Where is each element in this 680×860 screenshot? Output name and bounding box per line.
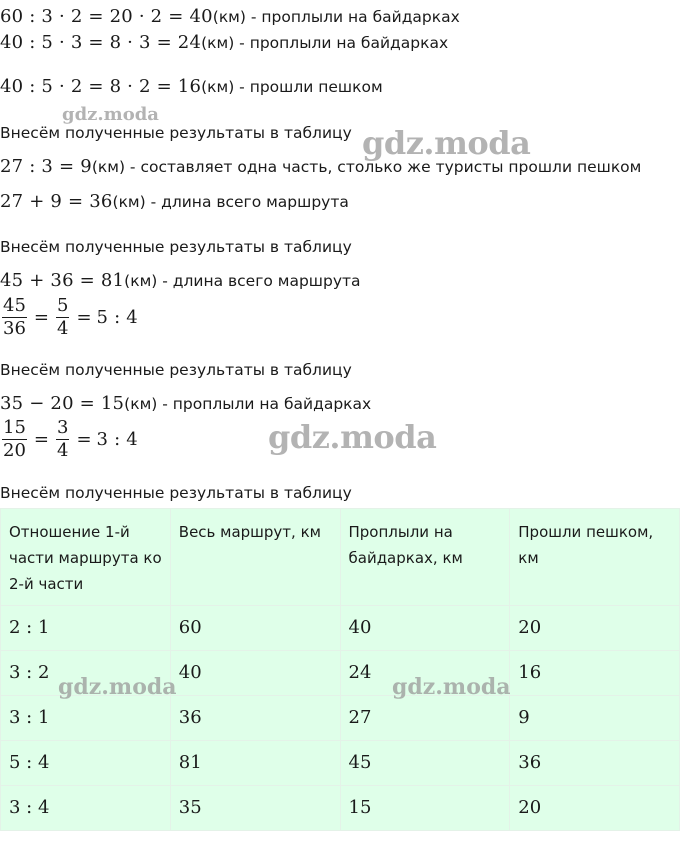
line-text: Внесём полученные результаты в таблицу [0,484,352,502]
line-text: (км) - составляет одна часть, столько же туристы прошли пешком [91,158,642,176]
denominator: 4 [57,440,69,461]
cell-ratio: 3 : 2 [1,651,171,696]
denominator: 20 [3,440,26,461]
header-walk: Прошли пешком, км [510,509,680,606]
line-text: (км) - длина всего маршрута [112,193,349,211]
cell-walk: 16 [510,651,680,696]
fraction-b [56,418,69,461]
table-header-row [1,509,680,606]
line-text: (км) - проплыли на байдарках [124,395,372,413]
cell-total: 35 [170,786,340,831]
denominator: 36 [3,318,26,339]
cell-walk: 36 [510,741,680,786]
table-note-1 [0,122,352,144]
cell-total: 40 [170,651,340,696]
solution-line-1 [0,6,460,28]
line-text: (км) - прошли пешком [201,78,383,96]
solution-line-5 [0,191,349,213]
equals-sign: = [33,307,49,328]
cell-ratio: 3 : 4 [1,786,171,831]
fraction-equation-2 [0,418,138,461]
results-table [0,508,680,831]
solution-line-2 [0,32,448,54]
fraction-a [2,418,27,461]
cell-walk: 20 [510,786,680,831]
equals-sign: = [76,429,92,450]
math-expression: 45 + 36 = 81 [0,270,125,291]
solution-line-3 [0,76,383,98]
math-expression: 40 : 5 · 2 = 8 · 2 = 16 [0,76,202,97]
math-expression: 60 : 3 · 2 = 20 · 2 = 40 [0,6,213,27]
cell-ratio: 3 : 1 [1,696,171,741]
cell-total: 60 [170,606,340,651]
table-note-3 [0,359,352,381]
cell-walk: 9 [510,696,680,741]
numerator: 45 [3,295,26,316]
cell-ratio: 5 : 4 [1,741,171,786]
denominator: 4 [57,318,69,339]
line-text: Внесём полученные результаты в таблицу [0,361,352,379]
table-row [1,786,680,831]
cell-walk: 20 [510,606,680,651]
line-text: (км) - проплыли на байдарках [201,34,449,52]
equals-sign: = [76,307,92,328]
header-kayak: Проплыли на байдарках, км [340,509,510,606]
table-note-4 [0,482,352,504]
numerator: 3 [57,417,69,438]
cell-kayak: 15 [340,786,510,831]
line-text: (км) - длина всего маршрута [124,272,361,290]
math-expression: 27 + 9 = 36 [0,191,113,212]
watermark: gdz.moda [268,418,437,456]
table-row [1,741,680,786]
cell-kayak: 24 [340,651,510,696]
cell-total: 36 [170,696,340,741]
cell-kayak: 45 [340,741,510,786]
cell-kayak: 27 [340,696,510,741]
fraction-equation-1 [0,296,138,339]
math-expression: 35 − 20 = 15 [0,393,125,414]
ratio-result: 3 : 4 [96,429,138,450]
header-total-route: Весь маршрут, км [170,509,340,606]
table-row [1,696,680,741]
line-text: Внесём полученные результаты в таблицу [0,238,352,256]
math-expression: 40 : 5 · 3 = 8 · 3 = 24 [0,32,202,53]
table-row [1,606,680,651]
cell-kayak: 40 [340,606,510,651]
numerator: 5 [57,295,69,316]
fraction-b [56,296,69,339]
watermark: gdz.moda [362,124,531,162]
line-text: Внесём полученные результаты в таблицу [0,124,352,142]
watermark: gdz.moda [58,674,177,700]
watermark: gdz.moda [62,104,159,125]
table-note-2 [0,236,352,258]
ratio-result: 5 : 4 [96,307,138,328]
math-expression: 27 : 3 = 9 [0,156,92,177]
solution-line-6 [0,270,361,292]
solution-line-7 [0,393,371,415]
cell-total: 81 [170,741,340,786]
fraction-a [2,296,27,339]
solution-line-4 [0,156,641,178]
watermark: gdz.moda [392,674,511,700]
header-ratio: Отношение 1-й части маршрута ко 2-й части [1,509,171,606]
numerator: 15 [3,417,26,438]
line-text: (км) - проплыли на байдарках [212,8,460,26]
cell-ratio: 2 : 1 [1,606,171,651]
equals-sign: = [33,429,49,450]
table-row [1,651,680,696]
